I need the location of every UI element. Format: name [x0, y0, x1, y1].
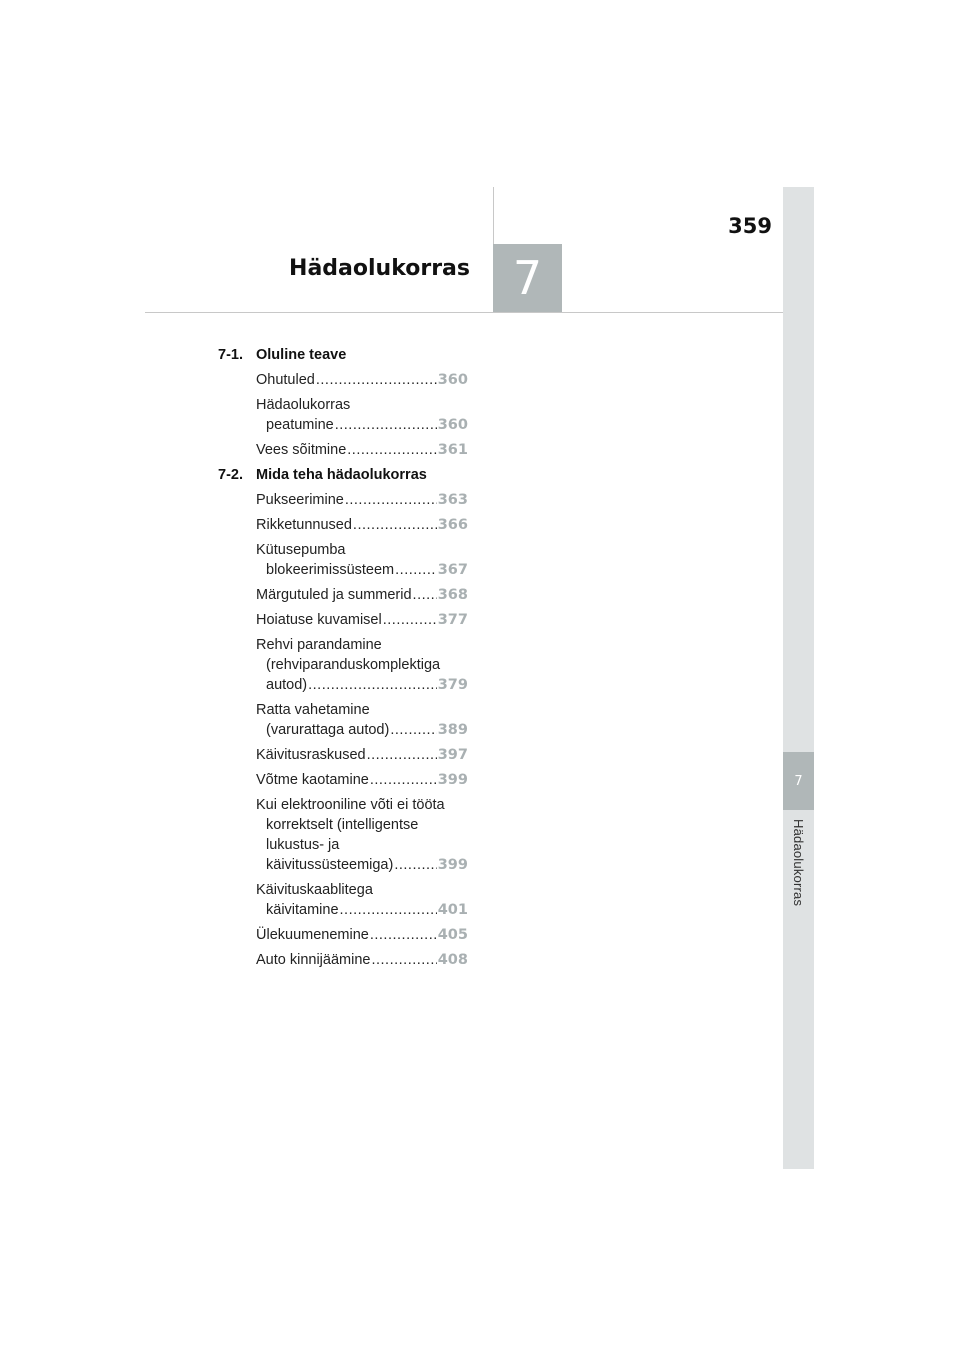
toc-section: [218, 465, 468, 970]
toc-entry-line: [256, 655, 468, 675]
toc-entry-text: Hoiatuse kuvamisel: [256, 612, 382, 628]
header-vertical-rule: [493, 187, 494, 244]
toc-entry[interactable]: [256, 395, 468, 435]
toc-page-reference[interactable]: 377: [437, 612, 468, 628]
toc-leader-dots: [347, 440, 436, 460]
toc-leader-dots: [390, 720, 436, 740]
toc-leader-dots: [353, 515, 437, 535]
toc-entry[interactable]: [256, 770, 468, 790]
toc-entry[interactable]: [256, 950, 468, 970]
toc-entry-line: [256, 515, 468, 535]
toc-entry-line: [256, 585, 468, 605]
toc-entry[interactable]: [256, 540, 468, 580]
toc-entry-line: [256, 720, 468, 740]
toc-entry[interactable]: [256, 370, 468, 390]
toc-entry-line: [256, 675, 468, 695]
toc-entry-text: Hädaolukorras: [256, 397, 351, 413]
chapter-number-box: [493, 244, 562, 312]
toc-entry[interactable]: [256, 585, 468, 605]
chapter-title: Hädaolukorras: [289, 256, 470, 281]
toc-entry-line: [256, 415, 468, 435]
toc-leader-dots: [345, 490, 437, 510]
toc-leader-dots: [308, 675, 437, 695]
toc-entry-text: korrektselt (intelligentse: [266, 817, 419, 833]
toc-entry-line: [256, 610, 468, 630]
toc-entry[interactable]: [256, 610, 468, 630]
toc-page-reference[interactable]: 389: [437, 722, 468, 738]
toc-entry-line: [256, 540, 468, 560]
toc-section-number: 7-2.: [218, 467, 243, 483]
toc-entry[interactable]: [256, 745, 468, 765]
toc-leader-dots: [383, 610, 437, 630]
toc-entry[interactable]: [256, 440, 468, 460]
toc-entry-text: Märgutuled ja summerid: [256, 587, 412, 603]
toc-section-title: Oluline teave: [256, 347, 347, 363]
side-tab-number: 7: [783, 752, 814, 810]
toc-page-reference[interactable]: 360: [437, 372, 468, 388]
toc-entry-text: Kütusepumba: [256, 542, 346, 558]
toc-entry[interactable]: [256, 700, 468, 740]
toc-entry-text: Võtme kaotamine: [256, 772, 369, 788]
toc-page-reference[interactable]: 368: [437, 587, 468, 603]
toc-page-reference[interactable]: 379: [437, 677, 468, 693]
toc-entry-text: Auto kinnijäämine: [256, 952, 371, 968]
toc-page-reference[interactable]: 367: [437, 562, 468, 578]
toc-entry-text: Rikketunnused: [256, 517, 352, 533]
toc-entry[interactable]: [256, 925, 468, 945]
table-of-contents: [218, 345, 468, 975]
toc-section: [218, 345, 468, 460]
toc-entry-text: käivitussüsteemiga): [266, 857, 394, 873]
toc-entry-text: Kui elektrooniline võti ei tööta: [256, 797, 445, 813]
toc-page-reference[interactable]: 405: [437, 927, 468, 943]
toc-entry-line: [256, 490, 468, 510]
toc-entry-text: Ohutuled: [256, 372, 315, 388]
toc-leader-dots: [367, 745, 437, 765]
toc-entry-line: [256, 835, 468, 855]
toc-entry-text: Rehvi parandamine: [256, 637, 382, 653]
side-chapter-tab[interactable]: [783, 187, 814, 1169]
toc-entry-line: [256, 925, 468, 945]
toc-entry-text: lukustus- ja: [266, 837, 340, 853]
toc-section-number: 7-1.: [218, 347, 243, 363]
page-number: 359: [728, 214, 772, 238]
toc-page-reference[interactable]: 360: [437, 417, 468, 433]
toc-entry-text: autod): [266, 677, 308, 693]
toc-page-reference[interactable]: 399: [437, 772, 468, 788]
header-horizontal-rule: [145, 312, 783, 313]
toc-entry[interactable]: [256, 880, 468, 920]
toc-entry-line: [256, 950, 468, 970]
toc-leader-dots: [335, 415, 437, 435]
toc-page-reference[interactable]: 399: [437, 857, 468, 873]
toc-entry-text: Käivituskaablitega: [256, 882, 373, 898]
toc-leader-dots: [371, 950, 436, 970]
toc-leader-dots: [395, 560, 437, 580]
toc-leader-dots: [370, 770, 437, 790]
toc-section-heading: [218, 465, 468, 485]
toc-entry-text: Vees sõitmine: [256, 442, 347, 458]
toc-leader-dots: [413, 585, 437, 605]
toc-entry-line: [256, 770, 468, 790]
toc-entry-line: [256, 370, 468, 390]
toc-page-reference[interactable]: 366: [437, 517, 468, 533]
toc-entry[interactable]: [256, 515, 468, 535]
toc-entry-line: [256, 880, 468, 900]
toc-page-reference[interactable]: 361: [437, 442, 468, 458]
toc-leader-dots: [394, 855, 436, 875]
chapter-number: 7: [512, 251, 543, 305]
toc-entry-line: [256, 745, 468, 765]
toc-entry-line: [256, 795, 468, 815]
toc-entry-line: [256, 635, 468, 655]
toc-section-title: Mida teha hädaolukorras: [256, 467, 427, 483]
toc-page-reference[interactable]: 397: [437, 747, 468, 763]
toc-entry-text: Käivitusraskused: [256, 747, 366, 763]
toc-page-reference[interactable]: 408: [437, 952, 468, 968]
toc-entry[interactable]: [256, 490, 468, 510]
toc-page-reference[interactable]: 363: [437, 492, 468, 508]
toc-entry[interactable]: [256, 795, 468, 875]
toc-entry-text: (rehviparanduskomplektiga: [266, 657, 441, 673]
toc-leader-dots: [316, 370, 437, 390]
toc-page-reference[interactable]: 401: [437, 902, 468, 918]
toc-entry[interactable]: [256, 635, 468, 695]
toc-entry-line: [256, 560, 468, 580]
toc-section-heading: [218, 345, 468, 365]
toc-leader-dots: [340, 900, 437, 920]
side-tab-label: Hädaolukorras: [791, 819, 806, 907]
toc-entry-line: [256, 395, 468, 415]
toc-entry-text: Ülekuumenemine: [256, 927, 369, 943]
toc-entry-text: Ratta vahetamine: [256, 702, 370, 718]
toc-entry-text: Pukseerimine: [256, 492, 344, 508]
toc-entry-line: [256, 440, 468, 460]
toc-entry-line: [256, 900, 468, 920]
toc-leader-dots: [370, 925, 437, 945]
toc-entry-text: blokeerimissüsteem: [266, 562, 395, 578]
toc-entry-line: [256, 700, 468, 720]
toc-entry-line: [256, 815, 468, 835]
toc-entry-text: (varurattaga autod): [266, 722, 390, 738]
toc-entry-text: peatumine: [266, 417, 334, 433]
toc-entry-text: käivitamine: [266, 902, 339, 918]
toc-entry-line: [256, 855, 468, 875]
